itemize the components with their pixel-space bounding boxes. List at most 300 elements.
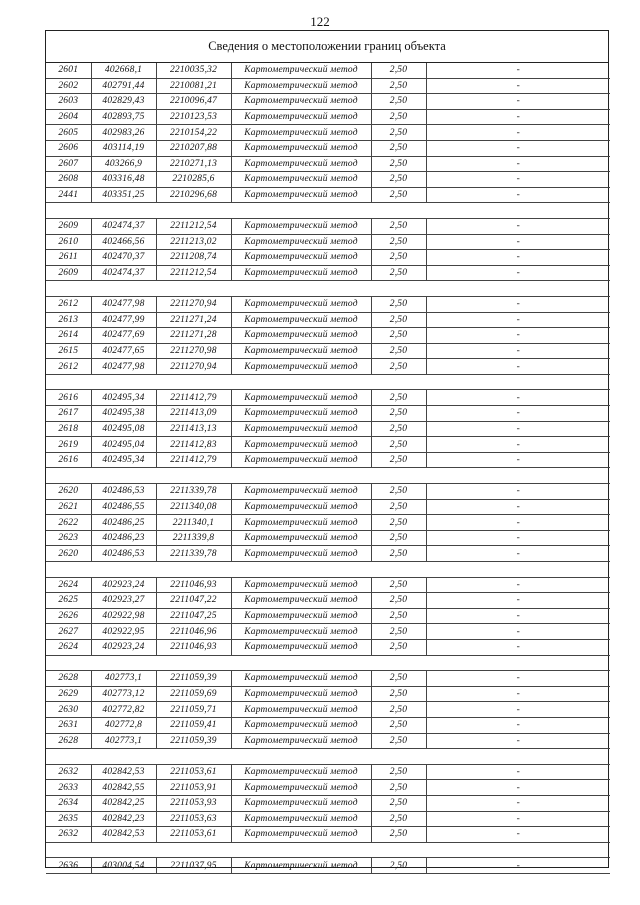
description-cell: - — [426, 94, 610, 110]
contour-separator-row — [46, 842, 610, 858]
x-coordinate-cell: 402772,8 — [91, 717, 156, 733]
x-coordinate-cell: 402474,37 — [91, 265, 156, 281]
description-cell: - — [426, 172, 610, 188]
coordinates-frame — [45, 30, 609, 871]
contour-separator-row — [46, 562, 610, 578]
y-coordinate-cell: 2210207,88 — [156, 140, 231, 156]
point-number-cell: 2625 — [46, 593, 91, 609]
point-number-cell: 2621 — [46, 499, 91, 515]
accuracy-cell: 2,50 — [371, 593, 426, 609]
method-cell: Картометрический метод — [231, 156, 371, 172]
point-number-cell: 2631 — [46, 717, 91, 733]
description-cell: - — [426, 577, 610, 593]
y-coordinate-cell: 2211212,54 — [156, 265, 231, 281]
point-number-cell: 2626 — [46, 608, 91, 624]
separator-cell — [46, 203, 610, 219]
x-coordinate-cell: 402477,65 — [91, 343, 156, 359]
y-coordinate-cell: 2210296,68 — [156, 187, 231, 203]
table-row — [46, 717, 610, 733]
x-coordinate-cell: 402486,53 — [91, 546, 156, 562]
x-coordinate-cell: 402486,23 — [91, 530, 156, 546]
description-cell: - — [426, 733, 610, 749]
x-coordinate-cell: 402983,26 — [91, 125, 156, 141]
description-cell: - — [426, 530, 610, 546]
accuracy-cell: 2,50 — [371, 187, 426, 203]
accuracy-cell: 2,50 — [371, 406, 426, 422]
x-coordinate-cell: 402923,24 — [91, 639, 156, 655]
description-cell: - — [426, 421, 610, 437]
contour-separator-row — [46, 203, 610, 219]
table-row — [46, 764, 610, 780]
description-cell: - — [426, 187, 610, 203]
description-cell: - — [426, 795, 610, 811]
y-coordinate-cell: 2211413,09 — [156, 406, 231, 422]
y-coordinate-cell: 2211059,41 — [156, 717, 231, 733]
point-number-cell: 2617 — [46, 406, 91, 422]
y-coordinate-cell: 2211270,94 — [156, 296, 231, 312]
accuracy-cell: 2,50 — [371, 172, 426, 188]
method-cell: Картометрический метод — [231, 795, 371, 811]
table-row — [46, 780, 610, 796]
y-coordinate-cell: 2211339,8 — [156, 530, 231, 546]
description-cell: - — [426, 686, 610, 702]
table-row — [46, 390, 610, 406]
table-row — [46, 250, 610, 266]
point-number-cell: 2623 — [46, 530, 91, 546]
y-coordinate-cell: 2211340,1 — [156, 515, 231, 531]
point-number-cell: 2620 — [46, 484, 91, 500]
description-cell: - — [426, 140, 610, 156]
point-number-cell: 2622 — [46, 515, 91, 531]
description-cell: - — [426, 109, 610, 125]
table-row — [46, 312, 610, 328]
separator-cell — [46, 842, 610, 858]
x-coordinate-cell: 402495,38 — [91, 406, 156, 422]
description-cell: - — [426, 359, 610, 375]
accuracy-cell: 2,50 — [371, 577, 426, 593]
method-cell: Картометрический метод — [231, 530, 371, 546]
accuracy-cell: 2,50 — [371, 499, 426, 515]
description-cell: - — [426, 328, 610, 344]
y-coordinate-cell: 2211271,28 — [156, 328, 231, 344]
x-coordinate-cell: 402477,98 — [91, 359, 156, 375]
y-coordinate-cell: 2211053,93 — [156, 795, 231, 811]
separator-cell — [46, 281, 610, 297]
accuracy-cell: 2,50 — [371, 359, 426, 375]
y-coordinate-cell: 2211053,91 — [156, 780, 231, 796]
table-row — [46, 624, 610, 640]
description-cell: - — [426, 608, 610, 624]
table-row — [46, 593, 610, 609]
contour-separator-row — [46, 374, 610, 390]
table-row — [46, 172, 610, 188]
y-coordinate-cell: 2211412,79 — [156, 452, 231, 468]
method-cell: Картометрический метод — [231, 593, 371, 609]
y-coordinate-cell: 2211212,54 — [156, 218, 231, 234]
point-number-cell: 2609 — [46, 265, 91, 281]
x-coordinate-cell: 402495,34 — [91, 452, 156, 468]
method-cell: Картометрический метод — [231, 109, 371, 125]
x-coordinate-cell: 403004,54 — [91, 858, 156, 874]
method-cell: Картометрический метод — [231, 125, 371, 141]
point-number-cell: 2627 — [46, 624, 91, 640]
accuracy-cell: 2,50 — [371, 390, 426, 406]
y-coordinate-cell: 2211047,25 — [156, 608, 231, 624]
point-number-cell: 2620 — [46, 546, 91, 562]
description-cell: - — [426, 156, 610, 172]
table-row — [46, 639, 610, 655]
method-cell: Картометрический метод — [231, 671, 371, 687]
accuracy-cell: 2,50 — [371, 671, 426, 687]
accuracy-cell: 2,50 — [371, 250, 426, 266]
method-cell: Картометрический метод — [231, 484, 371, 500]
point-number-cell: 2606 — [46, 140, 91, 156]
x-coordinate-cell: 402842,55 — [91, 780, 156, 796]
x-coordinate-cell: 402495,04 — [91, 437, 156, 453]
accuracy-cell: 2,50 — [371, 484, 426, 500]
point-number-cell: 2624 — [46, 577, 91, 593]
method-cell: Картометрический метод — [231, 546, 371, 562]
table-row — [46, 795, 610, 811]
method-cell: Картометрический метод — [231, 234, 371, 250]
method-cell: Картометрический метод — [231, 78, 371, 94]
table-row — [46, 608, 610, 624]
y-coordinate-cell: 2211412,79 — [156, 390, 231, 406]
method-cell: Картометрический метод — [231, 359, 371, 375]
y-coordinate-cell: 2211059,69 — [156, 686, 231, 702]
method-cell: Картометрический метод — [231, 827, 371, 843]
y-coordinate-cell: 2210035,32 — [156, 63, 231, 78]
y-coordinate-cell: 2211270,98 — [156, 343, 231, 359]
accuracy-cell: 2,50 — [371, 140, 426, 156]
method-cell: Картометрический метод — [231, 733, 371, 749]
point-number-cell: 2604 — [46, 109, 91, 125]
description-cell: - — [426, 437, 610, 453]
method-cell: Картометрический метод — [231, 172, 371, 188]
method-cell: Картометрический метод — [231, 296, 371, 312]
description-cell: - — [426, 780, 610, 796]
table-caption: Сведения о местоположении границ объекта — [46, 31, 608, 63]
description-cell: - — [426, 546, 610, 562]
table-row — [46, 577, 610, 593]
table-row — [46, 156, 610, 172]
contour-separator-row — [46, 281, 610, 297]
table-row — [46, 187, 610, 203]
table-row — [46, 343, 610, 359]
method-cell: Картометрический метод — [231, 312, 371, 328]
contour-separator-row — [46, 468, 610, 484]
method-cell: Картометрический метод — [231, 63, 371, 78]
description-cell: - — [426, 406, 610, 422]
description-cell: - — [426, 811, 610, 827]
y-coordinate-cell: 2211053,63 — [156, 811, 231, 827]
method-cell: Картометрический метод — [231, 406, 371, 422]
accuracy-cell: 2,50 — [371, 795, 426, 811]
table-row — [46, 858, 610, 874]
accuracy-cell: 2,50 — [371, 717, 426, 733]
description-cell: - — [426, 452, 610, 468]
description-cell: - — [426, 624, 610, 640]
description-cell: - — [426, 218, 610, 234]
description-cell: - — [426, 515, 610, 531]
accuracy-cell: 2,50 — [371, 608, 426, 624]
point-number-cell: 2628 — [46, 733, 91, 749]
point-number-cell: 2614 — [46, 328, 91, 344]
accuracy-cell: 2,50 — [371, 63, 426, 78]
description-cell: - — [426, 296, 610, 312]
point-number-cell: 2610 — [46, 234, 91, 250]
point-number-cell: 2616 — [46, 390, 91, 406]
table-row — [46, 686, 610, 702]
accuracy-cell: 2,50 — [371, 639, 426, 655]
x-coordinate-cell: 402495,34 — [91, 390, 156, 406]
y-coordinate-cell: 2211339,78 — [156, 546, 231, 562]
description-cell: - — [426, 234, 610, 250]
method-cell: Картометрический метод — [231, 452, 371, 468]
point-number-cell: 2601 — [46, 63, 91, 78]
method-cell: Картометрический метод — [231, 328, 371, 344]
accuracy-cell: 2,50 — [371, 109, 426, 125]
method-cell: Картометрический метод — [231, 608, 371, 624]
x-coordinate-cell: 402923,27 — [91, 593, 156, 609]
point-number-cell: 2608 — [46, 172, 91, 188]
accuracy-cell: 2,50 — [371, 764, 426, 780]
table-row — [46, 827, 610, 843]
y-coordinate-cell: 2211208,74 — [156, 250, 231, 266]
x-coordinate-cell: 403316,48 — [91, 172, 156, 188]
accuracy-cell: 2,50 — [371, 265, 426, 281]
method-cell: Картометрический метод — [231, 94, 371, 110]
description-cell: - — [426, 250, 610, 266]
table-row — [46, 94, 610, 110]
x-coordinate-cell: 403266,9 — [91, 156, 156, 172]
table-row — [46, 515, 610, 531]
x-coordinate-cell: 402486,55 — [91, 499, 156, 515]
y-coordinate-cell: 2211046,93 — [156, 577, 231, 593]
description-cell: - — [426, 639, 610, 655]
method-cell: Картометрический метод — [231, 343, 371, 359]
point-number-cell: 2632 — [46, 764, 91, 780]
description-cell: - — [426, 671, 610, 687]
coordinates-table — [46, 63, 610, 874]
table-row — [46, 328, 610, 344]
method-cell: Картометрический метод — [231, 780, 371, 796]
method-cell: Картометрический метод — [231, 187, 371, 203]
method-cell: Картометрический метод — [231, 702, 371, 718]
table-row — [46, 484, 610, 500]
point-number-cell: 2615 — [46, 343, 91, 359]
description-cell: - — [426, 343, 610, 359]
y-coordinate-cell: 2211053,61 — [156, 764, 231, 780]
accuracy-cell: 2,50 — [371, 624, 426, 640]
y-coordinate-cell: 2211271,24 — [156, 312, 231, 328]
contour-separator-row — [46, 749, 610, 765]
table-row — [46, 702, 610, 718]
x-coordinate-cell: 402842,23 — [91, 811, 156, 827]
x-coordinate-cell: 402829,43 — [91, 94, 156, 110]
method-cell: Картометрический метод — [231, 639, 371, 655]
y-coordinate-cell: 2211059,39 — [156, 733, 231, 749]
y-coordinate-cell: 2211340,08 — [156, 499, 231, 515]
x-coordinate-cell: 402893,75 — [91, 109, 156, 125]
y-coordinate-cell: 2211339,78 — [156, 484, 231, 500]
separator-cell — [46, 562, 610, 578]
description-cell: - — [426, 499, 610, 515]
x-coordinate-cell: 402495,08 — [91, 421, 156, 437]
x-coordinate-cell: 402922,95 — [91, 624, 156, 640]
accuracy-cell: 2,50 — [371, 858, 426, 874]
y-coordinate-cell: 2210285,6 — [156, 172, 231, 188]
x-coordinate-cell: 402470,37 — [91, 250, 156, 266]
description-cell: - — [426, 312, 610, 328]
description-cell: - — [426, 125, 610, 141]
description-cell: - — [426, 63, 610, 78]
x-coordinate-cell: 402772,82 — [91, 702, 156, 718]
y-coordinate-cell: 2210154,22 — [156, 125, 231, 141]
method-cell: Картометрический метод — [231, 140, 371, 156]
x-coordinate-cell: 402923,24 — [91, 577, 156, 593]
point-number-cell: 2630 — [46, 702, 91, 718]
x-coordinate-cell: 402477,98 — [91, 296, 156, 312]
accuracy-cell: 2,50 — [371, 421, 426, 437]
y-coordinate-cell: 2211412,83 — [156, 437, 231, 453]
point-number-cell: 2609 — [46, 218, 91, 234]
separator-cell — [46, 749, 610, 765]
point-number-cell: 2636 — [46, 858, 91, 874]
table-row — [46, 406, 610, 422]
point-number-cell: 2616 — [46, 452, 91, 468]
table-row — [46, 546, 610, 562]
x-coordinate-cell: 402773,1 — [91, 671, 156, 687]
x-coordinate-cell: 402486,53 — [91, 484, 156, 500]
accuracy-cell: 2,50 — [371, 296, 426, 312]
accuracy-cell: 2,50 — [371, 125, 426, 141]
accuracy-cell: 2,50 — [371, 811, 426, 827]
x-coordinate-cell: 402791,44 — [91, 78, 156, 94]
method-cell: Картометрический метод — [231, 499, 371, 515]
point-number-cell: 2635 — [46, 811, 91, 827]
separator-cell — [46, 374, 610, 390]
description-cell: - — [426, 390, 610, 406]
accuracy-cell: 2,50 — [371, 156, 426, 172]
description-cell: - — [426, 484, 610, 500]
x-coordinate-cell: 402477,99 — [91, 312, 156, 328]
method-cell: Картометрический метод — [231, 717, 371, 733]
y-coordinate-cell: 2211059,39 — [156, 671, 231, 687]
table-row — [46, 452, 610, 468]
table-row — [46, 296, 610, 312]
point-number-cell: 2605 — [46, 125, 91, 141]
method-cell: Картометрический метод — [231, 764, 371, 780]
table-row — [46, 78, 610, 94]
accuracy-cell: 2,50 — [371, 78, 426, 94]
x-coordinate-cell: 402668,1 — [91, 63, 156, 78]
description-cell: - — [426, 265, 610, 281]
x-coordinate-cell: 402466,56 — [91, 234, 156, 250]
coordinates-table-body — [46, 63, 610, 873]
y-coordinate-cell: 2211037,95 — [156, 858, 231, 874]
point-number-cell: 2628 — [46, 671, 91, 687]
table-row — [46, 733, 610, 749]
y-coordinate-cell: 2211047,22 — [156, 593, 231, 609]
x-coordinate-cell: 402842,53 — [91, 764, 156, 780]
accuracy-cell: 2,50 — [371, 733, 426, 749]
table-row — [46, 671, 610, 687]
method-cell: Картометрический метод — [231, 811, 371, 827]
x-coordinate-cell: 402486,25 — [91, 515, 156, 531]
table-row — [46, 125, 610, 141]
x-coordinate-cell: 402477,69 — [91, 328, 156, 344]
accuracy-cell: 2,50 — [371, 94, 426, 110]
y-coordinate-cell: 2211046,93 — [156, 639, 231, 655]
point-number-cell: 2634 — [46, 795, 91, 811]
point-number-cell: 2613 — [46, 312, 91, 328]
point-number-cell: 2629 — [46, 686, 91, 702]
method-cell: Картометрический метод — [231, 858, 371, 874]
description-cell: - — [426, 78, 610, 94]
description-cell: - — [426, 593, 610, 609]
table-row — [46, 234, 610, 250]
y-coordinate-cell: 2211213,02 — [156, 234, 231, 250]
point-number-cell: 2602 — [46, 78, 91, 94]
accuracy-cell: 2,50 — [371, 328, 426, 344]
y-coordinate-cell: 2211046,96 — [156, 624, 231, 640]
x-coordinate-cell: 402842,25 — [91, 795, 156, 811]
accuracy-cell: 2,50 — [371, 530, 426, 546]
table-row — [46, 218, 610, 234]
y-coordinate-cell: 2210081,21 — [156, 78, 231, 94]
method-cell: Картометрический метод — [231, 250, 371, 266]
accuracy-cell: 2,50 — [371, 437, 426, 453]
contour-separator-row — [46, 655, 610, 671]
accuracy-cell: 2,50 — [371, 827, 426, 843]
y-coordinate-cell: 2211270,94 — [156, 359, 231, 375]
table-row — [46, 437, 610, 453]
accuracy-cell: 2,50 — [371, 218, 426, 234]
y-coordinate-cell: 2210096,47 — [156, 94, 231, 110]
point-number-cell: 2603 — [46, 94, 91, 110]
table-row — [46, 265, 610, 281]
description-cell: - — [426, 827, 610, 843]
description-cell: - — [426, 764, 610, 780]
accuracy-cell: 2,50 — [371, 234, 426, 250]
accuracy-cell: 2,50 — [371, 686, 426, 702]
method-cell: Картометрический метод — [231, 577, 371, 593]
x-coordinate-cell: 402922,98 — [91, 608, 156, 624]
method-cell: Картометрический метод — [231, 218, 371, 234]
table-row — [46, 530, 610, 546]
description-cell: - — [426, 858, 610, 874]
x-coordinate-cell: 402474,37 — [91, 218, 156, 234]
accuracy-cell: 2,50 — [371, 515, 426, 531]
table-row — [46, 359, 610, 375]
point-number-cell: 2624 — [46, 639, 91, 655]
point-number-cell: 2612 — [46, 296, 91, 312]
separator-cell — [46, 655, 610, 671]
point-number-cell: 2611 — [46, 250, 91, 266]
x-coordinate-cell: 402773,12 — [91, 686, 156, 702]
point-number-cell: 2619 — [46, 437, 91, 453]
table-row — [46, 109, 610, 125]
y-coordinate-cell: 2211059,71 — [156, 702, 231, 718]
method-cell: Картометрический метод — [231, 390, 371, 406]
point-number-cell: 2612 — [46, 359, 91, 375]
table-row — [46, 63, 610, 78]
point-number-cell: 2441 — [46, 187, 91, 203]
table-row — [46, 421, 610, 437]
accuracy-cell: 2,50 — [371, 780, 426, 796]
method-cell: Картометрический метод — [231, 265, 371, 281]
